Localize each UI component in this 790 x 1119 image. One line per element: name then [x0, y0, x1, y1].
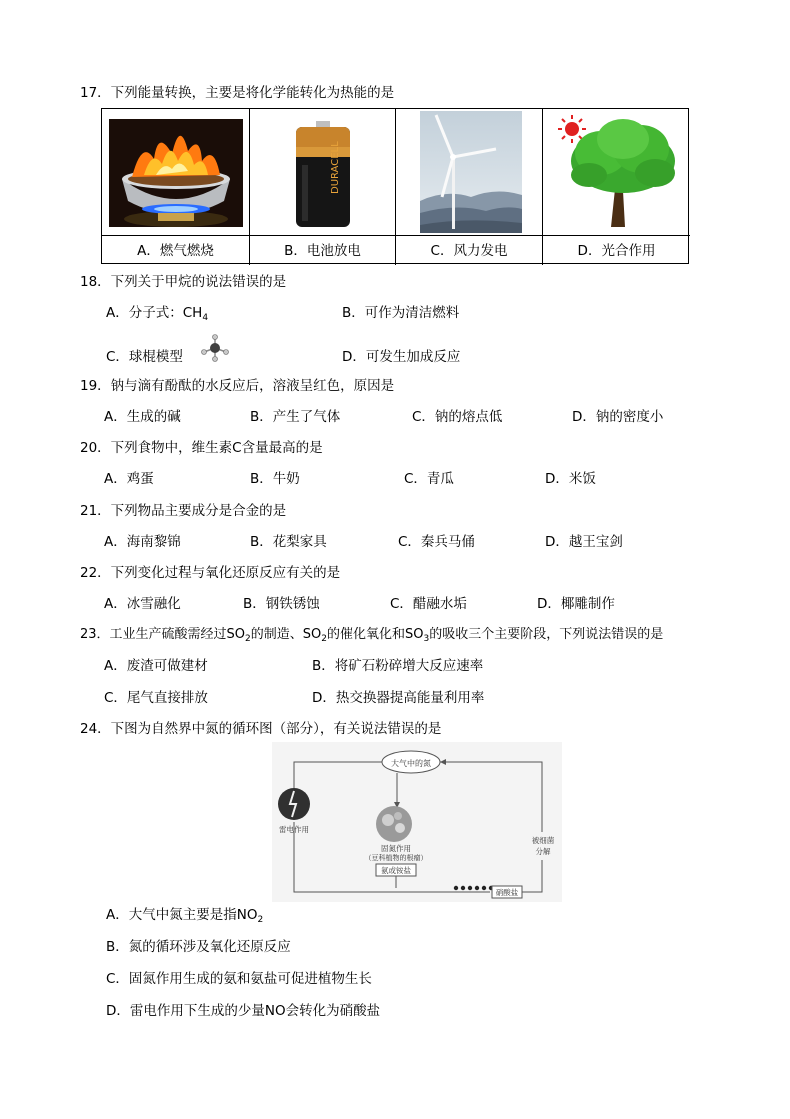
- q17-option-c[interactable]: [396, 109, 543, 265]
- q20-option-d[interactable]: D．米饭: [545, 471, 596, 487]
- q23-option-d[interactable]: D．热交换器提高能量利用率: [312, 690, 485, 706]
- q17-option-a[interactable]: [102, 109, 250, 265]
- q20-option-a[interactable]: A．鸡蛋: [104, 471, 154, 487]
- q17-option-c-label: C．风力发电: [396, 235, 542, 266]
- q23-stem: [80, 626, 663, 648]
- q23-stem-part4: 的吸收三个主要阶段，下列说法错误的是: [429, 627, 664, 642]
- q24-option-d[interactable]: D．雷电作用下生成的少量NO会转化为硝酸盐: [106, 1003, 381, 1019]
- q17-stem: 17．下列能量转换，主要是将化学能转化为热能的是: [80, 85, 395, 101]
- q24-option-a-subscript: 2: [257, 915, 264, 925]
- q17-option-b[interactable]: [250, 109, 396, 265]
- q22-stem: 22．下列变化过程与氧化还原反应有关的是: [80, 565, 341, 581]
- q23-option-a[interactable]: A．废渣可做建材: [104, 658, 208, 674]
- q17-options-table: [101, 108, 689, 264]
- diagram-nitrate-box: 硝酸盐: [495, 888, 519, 897]
- q20-option-c[interactable]: C．青瓜: [404, 471, 454, 487]
- q23-stem-sub3: 3: [423, 634, 430, 644]
- q17-option-a-label: A．燃气燃烧: [102, 235, 249, 266]
- q24-option-a-text: A．大气中氮主要是指NO: [106, 907, 258, 923]
- q22-option-b[interactable]: B．钢铁锈蚀: [243, 596, 320, 612]
- q18-option-a-subscript: 4: [202, 313, 209, 323]
- diagram-left-label: 雷电作用: [279, 825, 309, 834]
- diagram-ammonium-box: 氨或铵盐: [381, 866, 411, 875]
- q21-option-a[interactable]: A．海南黎锦: [104, 534, 181, 550]
- q23-stem-part3: 的催化氧化和SO: [327, 627, 424, 642]
- q23-stem-part2: 的制造、SO: [250, 627, 322, 642]
- q22-option-a[interactable]: A．冰雪融化: [104, 596, 181, 612]
- wind-turbine-icon: [396, 109, 542, 235]
- q22-option-c[interactable]: C．醋融水垢: [390, 596, 467, 612]
- svg-text:DURACELL: DURACELL: [330, 141, 341, 194]
- q17-option-b-label: B．电池放电: [250, 235, 395, 266]
- q18-option-c[interactable]: [106, 348, 183, 366]
- q19-option-b[interactable]: B．产生了气体: [250, 409, 341, 425]
- q23-stem-part1: 23．工业生产硫酸需经过SO: [80, 627, 246, 642]
- q23-option-c[interactable]: C．尾气直接排放: [104, 690, 208, 706]
- q21-option-b[interactable]: B．花梨家具: [250, 534, 327, 550]
- methane-ball-stick-model-icon: [200, 333, 230, 363]
- q19-option-d[interactable]: D．钠的密度小: [572, 409, 664, 425]
- nitrogen-cycle-diagram: [272, 742, 562, 902]
- q18-option-a[interactable]: [106, 304, 208, 327]
- q19-option-c[interactable]: C．钠的熔点低: [412, 409, 503, 425]
- diagram-top-box-label: 大气中的氮: [391, 759, 431, 768]
- q21-option-d[interactable]: D．越王宝剑: [545, 534, 623, 550]
- diagram-right-label-1: 被细菌: [531, 836, 555, 845]
- gas-stove-flame-icon: [102, 109, 249, 235]
- q24-option-c[interactable]: C．固氮作用生成的氨和氨盐可促进植物生长: [106, 971, 372, 987]
- q18-option-a-text: A．分子式：CH: [106, 305, 203, 321]
- q18-stem: 18．下列关于甲烷的说法错误的是: [80, 274, 287, 290]
- q21-stem: 21．下列物品主要成分是合金的是: [80, 503, 287, 519]
- q17-option-d[interactable]: [543, 109, 690, 265]
- q22-option-d[interactable]: D．椰雕制作: [537, 596, 615, 612]
- battery-icon: [250, 109, 395, 235]
- q21-option-c[interactable]: C．秦兵马俑: [398, 534, 475, 550]
- q20-stem: 20．下列食物中，维生素C含量最高的是: [80, 440, 323, 456]
- q24-option-b[interactable]: B．氮的循环涉及氧化还原反应: [106, 939, 291, 955]
- q23-stem-sub1: 2: [245, 634, 251, 644]
- diagram-right-label-2: 分解: [535, 847, 551, 856]
- q20-option-b[interactable]: B．牛奶: [250, 471, 300, 487]
- q18-option-b[interactable]: B．可作为清洁燃料: [342, 305, 460, 321]
- q23-option-b[interactable]: B．将矿石粉碎增大反应速率: [312, 658, 484, 674]
- q17-option-d-label: D．光合作用: [543, 235, 690, 266]
- q18-option-c-text: C．球棍模型: [106, 349, 183, 365]
- q19-option-a[interactable]: A．生成的碱: [104, 409, 181, 425]
- q18-option-d[interactable]: D．可发生加成反应: [342, 349, 461, 365]
- diagram-center-label-2: （豆科植物的根瘤）: [364, 854, 428, 862]
- q19-stem: 19．钠与滴有酚酞的水反应后，溶液呈红色，原因是: [80, 378, 395, 394]
- q24-option-a[interactable]: [106, 906, 263, 929]
- tree-sun-icon: [543, 109, 690, 235]
- q24-stem: 24．下图为自然界中氮的循环图（部分），有关说法错误的是: [80, 721, 442, 737]
- diagram-center-label-1: 固氮作用: [381, 844, 411, 853]
- q23-stem-sub2: 2: [321, 634, 327, 644]
